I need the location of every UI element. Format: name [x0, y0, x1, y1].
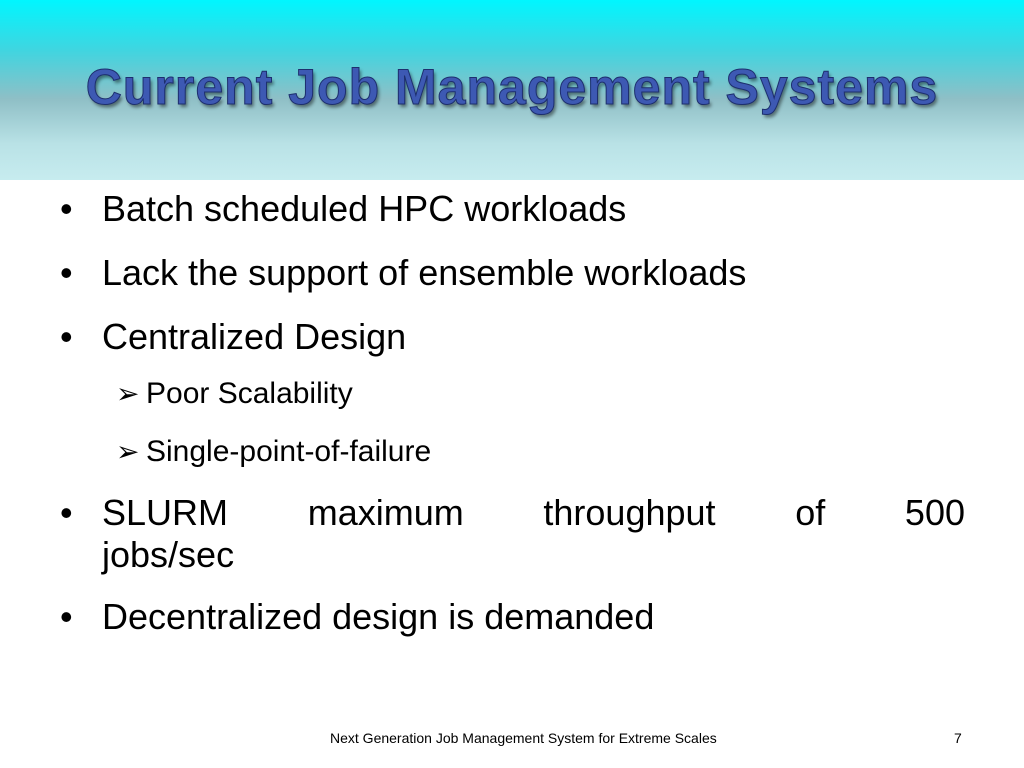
- bullet-icon: •: [60, 492, 73, 533]
- word: maximum: [307, 492, 464, 533]
- bullet-text: Batch scheduled HPC workloads: [102, 188, 627, 229]
- bullet-text: Centralized Design: [102, 316, 407, 357]
- bullet-text: Lack the support of ensemble workloads: [102, 252, 747, 293]
- word: of: [795, 492, 826, 533]
- arrow-bullet-icon: ➢: [116, 436, 140, 467]
- bullet-icon: •: [60, 188, 73, 229]
- slide-title: Current Job Management Systems: [85, 59, 939, 115]
- sub-bullet-item: [116, 376, 965, 412]
- bullet-text: Decentralized design is demanded: [102, 596, 655, 637]
- bullet-item: [60, 252, 965, 294]
- bullet-text: [102, 492, 965, 576]
- bullet-list: [60, 188, 965, 660]
- page-number: 7: [954, 730, 962, 746]
- sub-bullet-item: [116, 434, 965, 470]
- bullet-item: [60, 316, 965, 358]
- bullet-icon: •: [60, 596, 73, 637]
- footer-text: Next Generation Job Management System for Extreme Scales: [330, 730, 717, 746]
- bullet-icon: •: [60, 252, 73, 293]
- arrow-bullet-icon: ➢: [116, 378, 140, 409]
- sub-bullet-text: Poor Scalability: [146, 377, 353, 410]
- bullet-item: [60, 596, 965, 638]
- justified-line: [102, 492, 965, 534]
- word: 500: [904, 492, 965, 533]
- bullet-item: [60, 492, 965, 576]
- title-banner: [0, 0, 1024, 180]
- word: throughput: [543, 492, 716, 533]
- word: SLURM: [102, 492, 229, 533]
- bullet-item: [60, 188, 965, 230]
- bullet-icon: •: [60, 316, 73, 357]
- sub-bullet-text: Single-point-of-failure: [146, 435, 432, 468]
- continuation-line: jobs/sec: [102, 534, 235, 575]
